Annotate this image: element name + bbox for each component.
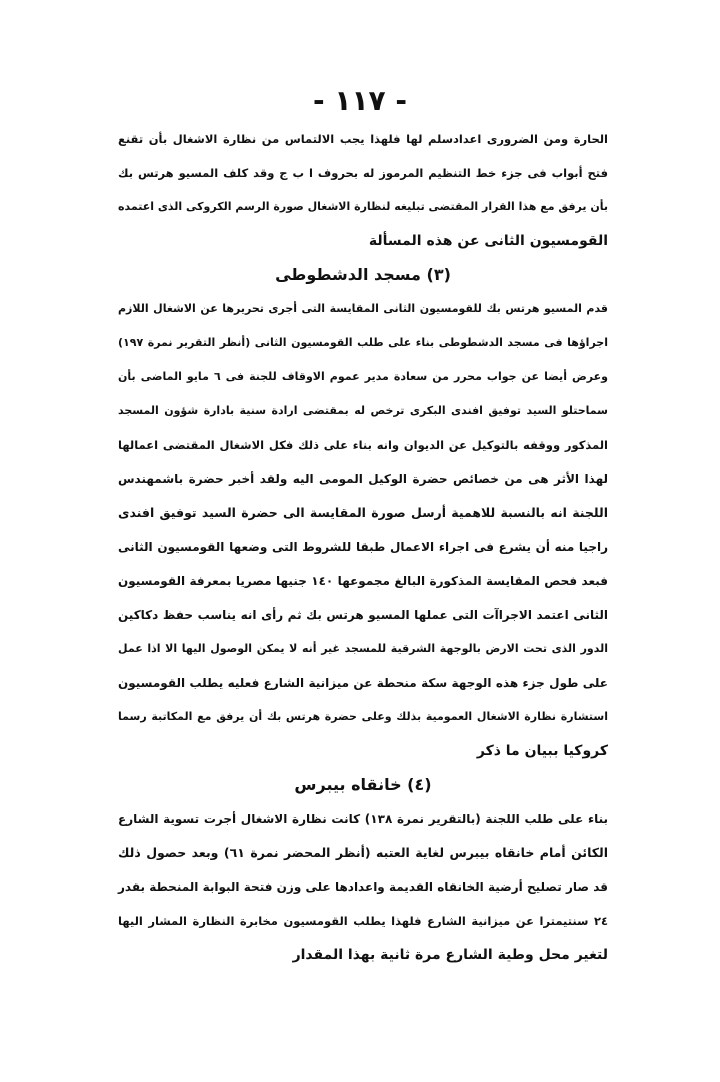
- text-line: المذكور ووقفه بالتوكيل عن الديوان وانه بناء على ذلك فكل الاشغال المقتضى اعمالها: [118, 438, 608, 452]
- paragraph-continuation: [118, 122, 608, 258]
- text-line: بناء على طلب اللجنة (بالتقرير نمرة ١٣٨) كانت نظارة الاشغال أجرت تسوية الشارع: [118, 812, 609, 826]
- text-line: راجيا منه أن يشرع فى اجراء الاعمال طبقا للشروط التى وضعها القومسيون الثانى: [118, 540, 608, 554]
- text-line: اللجنة انه بالنسبة للاهمية أرسل صورة المقايسة الى حضرة السيد توفيق افندى: [118, 505, 608, 520]
- text-line: كروكيا ببيان ما ذكر: [476, 743, 608, 759]
- text-line: قد صار تصليح أرضية الخانقاه القديمة واعدادها على وزن فتحة البوابة المنحطة بقدر: [118, 880, 608, 894]
- text-line: قدم المسيو هرتس بك للقومسيون الثانى المقايسة التى أجرى تحريرها عن الاشغال اللازم: [118, 302, 608, 315]
- paragraph-dashtuti-mosque: [118, 292, 608, 768]
- text-line: الدور الذى تحت الارض بالوجهة الشرقية للمسجد غير أنه لا يمكن الوصول اليها الا اذا عمل: [118, 642, 608, 655]
- text-line: بأن يرفق مع هذا القرار المقتضى تبليغه لنظارة الاشغال صورة الرسم الكروكى الذى اعتمده: [118, 200, 608, 213]
- text-line: الحارة ومن الضرورى اعدادسلم لها فلهذا يجب الالتماس من نظارة الاشغال بأن تقنع: [118, 132, 608, 146]
- page-number: - ١١٧ -: [312, 84, 408, 117]
- text-line: اجراؤها فى مسجد الدشطوطى بناء على طلب القومسيون الثانى (أنظر التقرير نمرة ١٩٧): [118, 336, 608, 349]
- text-line: سماحتلو السيد توفيق افندى البكرى ترخص له بمقتضى ارادة سنية بادارة شؤون المسجد: [118, 404, 608, 417]
- section-heading: (٤) خانقاه بيبرس: [294, 775, 432, 794]
- text-line: فبعد فحص المقايسة المذكورة البالغ مجموعها ١٤٠ جنيها مصريا بمعرفة القومسيون: [118, 574, 608, 588]
- text-line: استشارة نظارة الاشغال العمومية بذلك وعلى حضرة هرتس بك أن يرفق مع المكاتبة رسما: [118, 710, 608, 723]
- text-line: لتغير محل وطية الشارع مرة ثانية بهذا المقدار: [292, 947, 608, 963]
- text-block: [118, 122, 608, 972]
- text-line: على طول جزء هذه الوجهة سكة منحطة عن ميزانية الشارع فعليه يطلب القومسيون: [118, 676, 608, 690]
- paragraph-khanqah-baybars: [118, 802, 608, 972]
- text-line: فتح أبواب فى جزء خط التنظيم المرموز له بحروف ا ب ج وقد كلف المسيو هرتس بك: [118, 166, 608, 180]
- text-line: القومسيون الثانى عن هذه المسألة: [368, 233, 608, 249]
- text-line: لهذا الأثر هى من خصائص حضرة الوكيل المومى اليه ولقد أخبر حضرة باشمهندس: [118, 472, 608, 486]
- section-heading: (٣) مسجد الدشطوطى: [275, 265, 451, 284]
- text-line: الثانى اعتمد الاجراآت التى عملها المسيو هرتس بك ثم رأى انه يناسب حفظ دكاكين: [118, 608, 608, 622]
- text-line: ٢٤ سنتيمترا عن ميزانية الشارع فلهذا يطلب القومسيون مخابرة النظارة المشار اليها: [118, 914, 608, 928]
- text-line: الكائن أمام خانقاه بيبرس لغاية العتبه (أنظر المحضر نمرة ٦١) وبعد حصول ذلك: [118, 845, 609, 860]
- text-line: وعرض أيضا عن جواب محرر من سعادة مدير عموم الاوقاف للجنة فى ٦ مايو الماضى بأن: [118, 370, 609, 383]
